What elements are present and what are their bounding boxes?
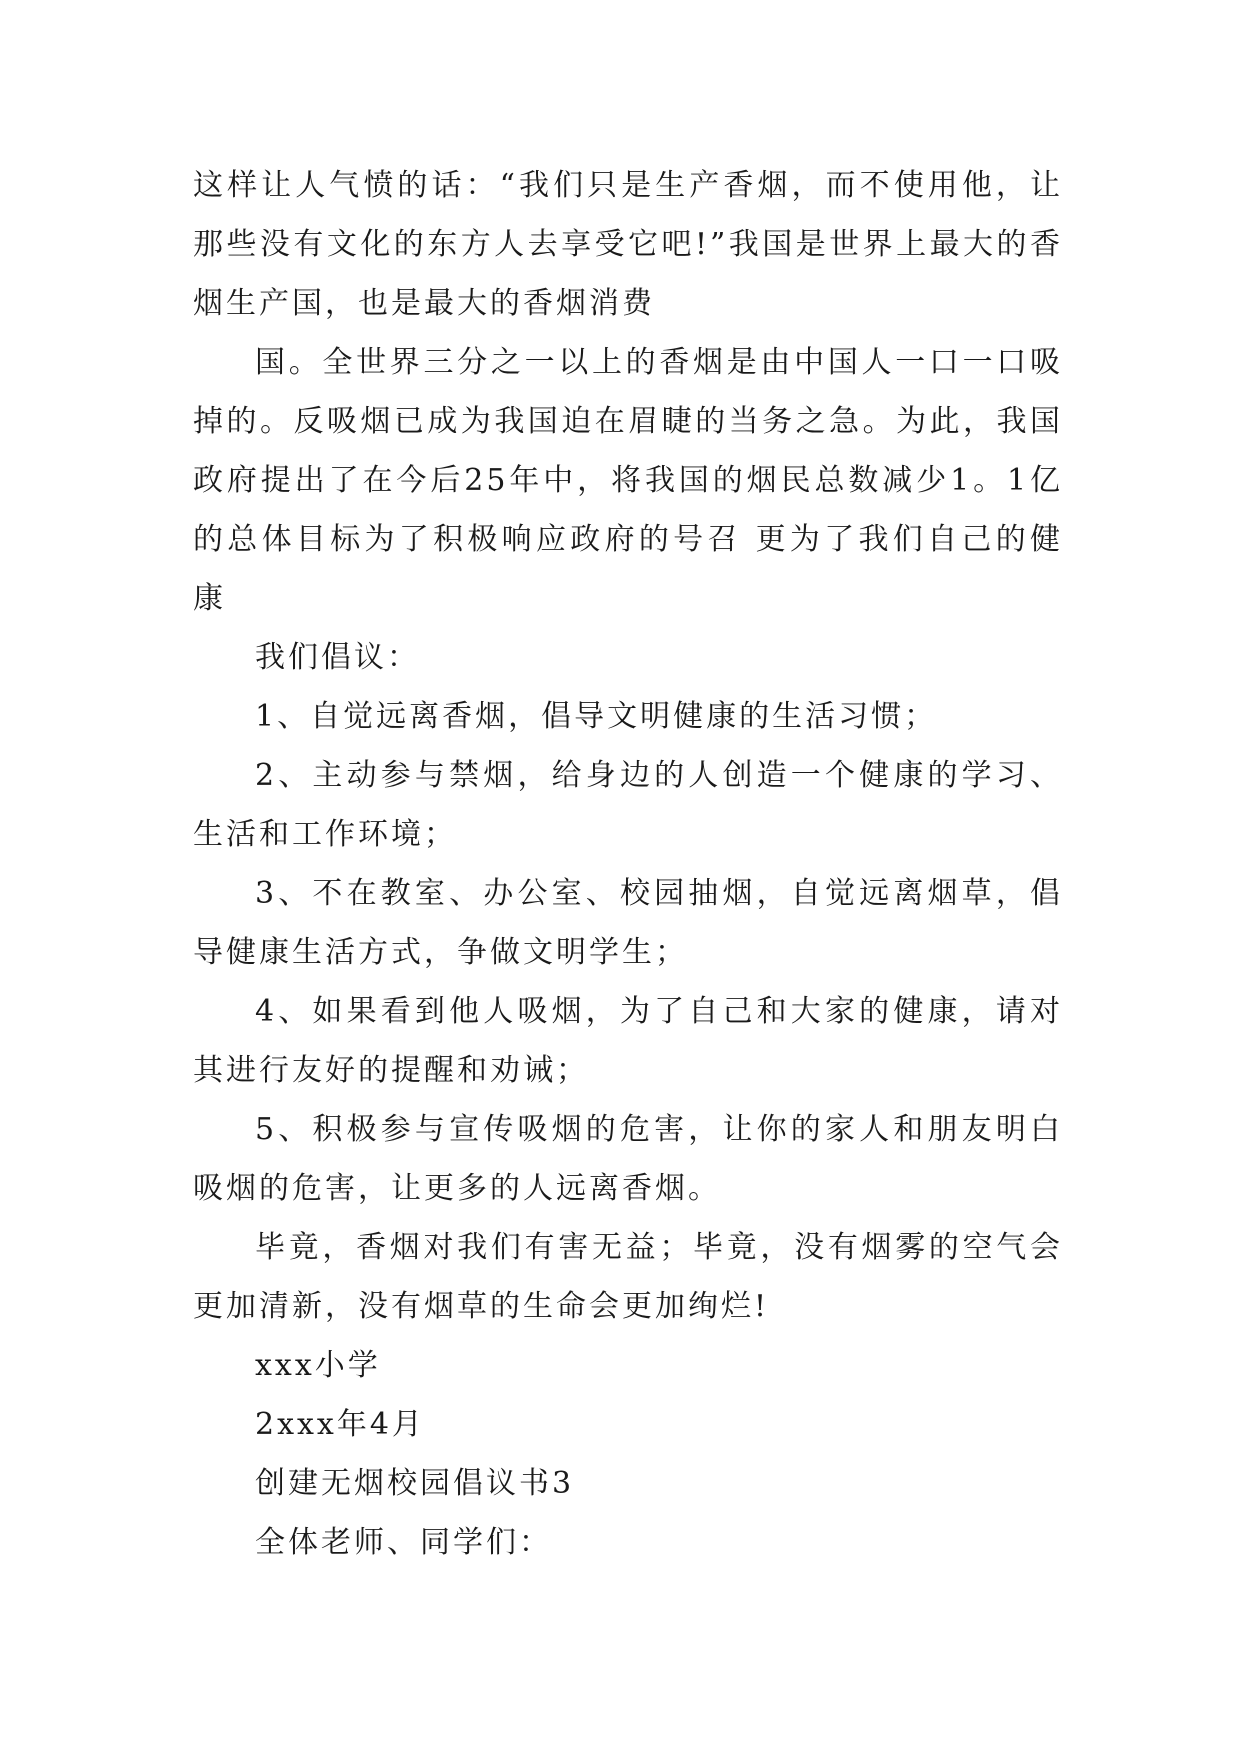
- proposal-item-2: 2、主动参与禁烟，给身边的人创造一个健康的学习、生活和工作环境；: [193, 758, 1063, 852]
- proposal-item-3: 3、不在教室、办公室、校园抽烟，自觉远离烟草，倡导健康生活方式，争做文明学生；: [193, 876, 1063, 970]
- salutation: 全体老师、同学们：: [255, 1525, 552, 1560]
- paragraph-continuation: 这样让人气愤的话：“我们只是生产香烟，而不使用他，让那些没有文化的东方人去享受它吧!”我国是世界上最大的香烟生产国，也是最大的香烟消费: [193, 168, 1063, 321]
- proposal-heading: 我们倡议：: [255, 640, 420, 675]
- signature-school: xxx小学: [255, 1348, 381, 1383]
- document-body: [193, 156, 1063, 1572]
- signature-date: 2xxx年4月: [255, 1407, 425, 1442]
- section-title: 创建无烟校园倡议书3: [255, 1466, 575, 1501]
- closing-paragraph: 毕竟，香烟对我们有害无益；毕竟，没有烟雾的空气会更加清新，没有烟草的生命会更加绚烂!: [193, 1230, 1063, 1324]
- proposal-item-4: 4、如果看到他人吸烟，为了自己和大家的健康，请对其进行友好的提醒和劝诫；: [193, 994, 1063, 1088]
- proposal-item-5: 5、积极参与宣传吸烟的危害，让你的家人和朋友明白吸烟的危害，让更多的人远离香烟。: [193, 1112, 1063, 1206]
- paragraph-statistics: 国。全世界三分之一以上的香烟是由中国人一口一口吸掉的。反吸烟已成为我国迫在眉睫的当务之急。为此，我国政府提出了在今后25年中，将我国的烟民总数减少1。1亿的总体目标为了积极响应政府的号召 更为了我们自己的健康: [193, 345, 1063, 616]
- proposal-item-1: 1、自觉远离香烟，倡导文明健康的生活习惯；: [255, 699, 938, 734]
